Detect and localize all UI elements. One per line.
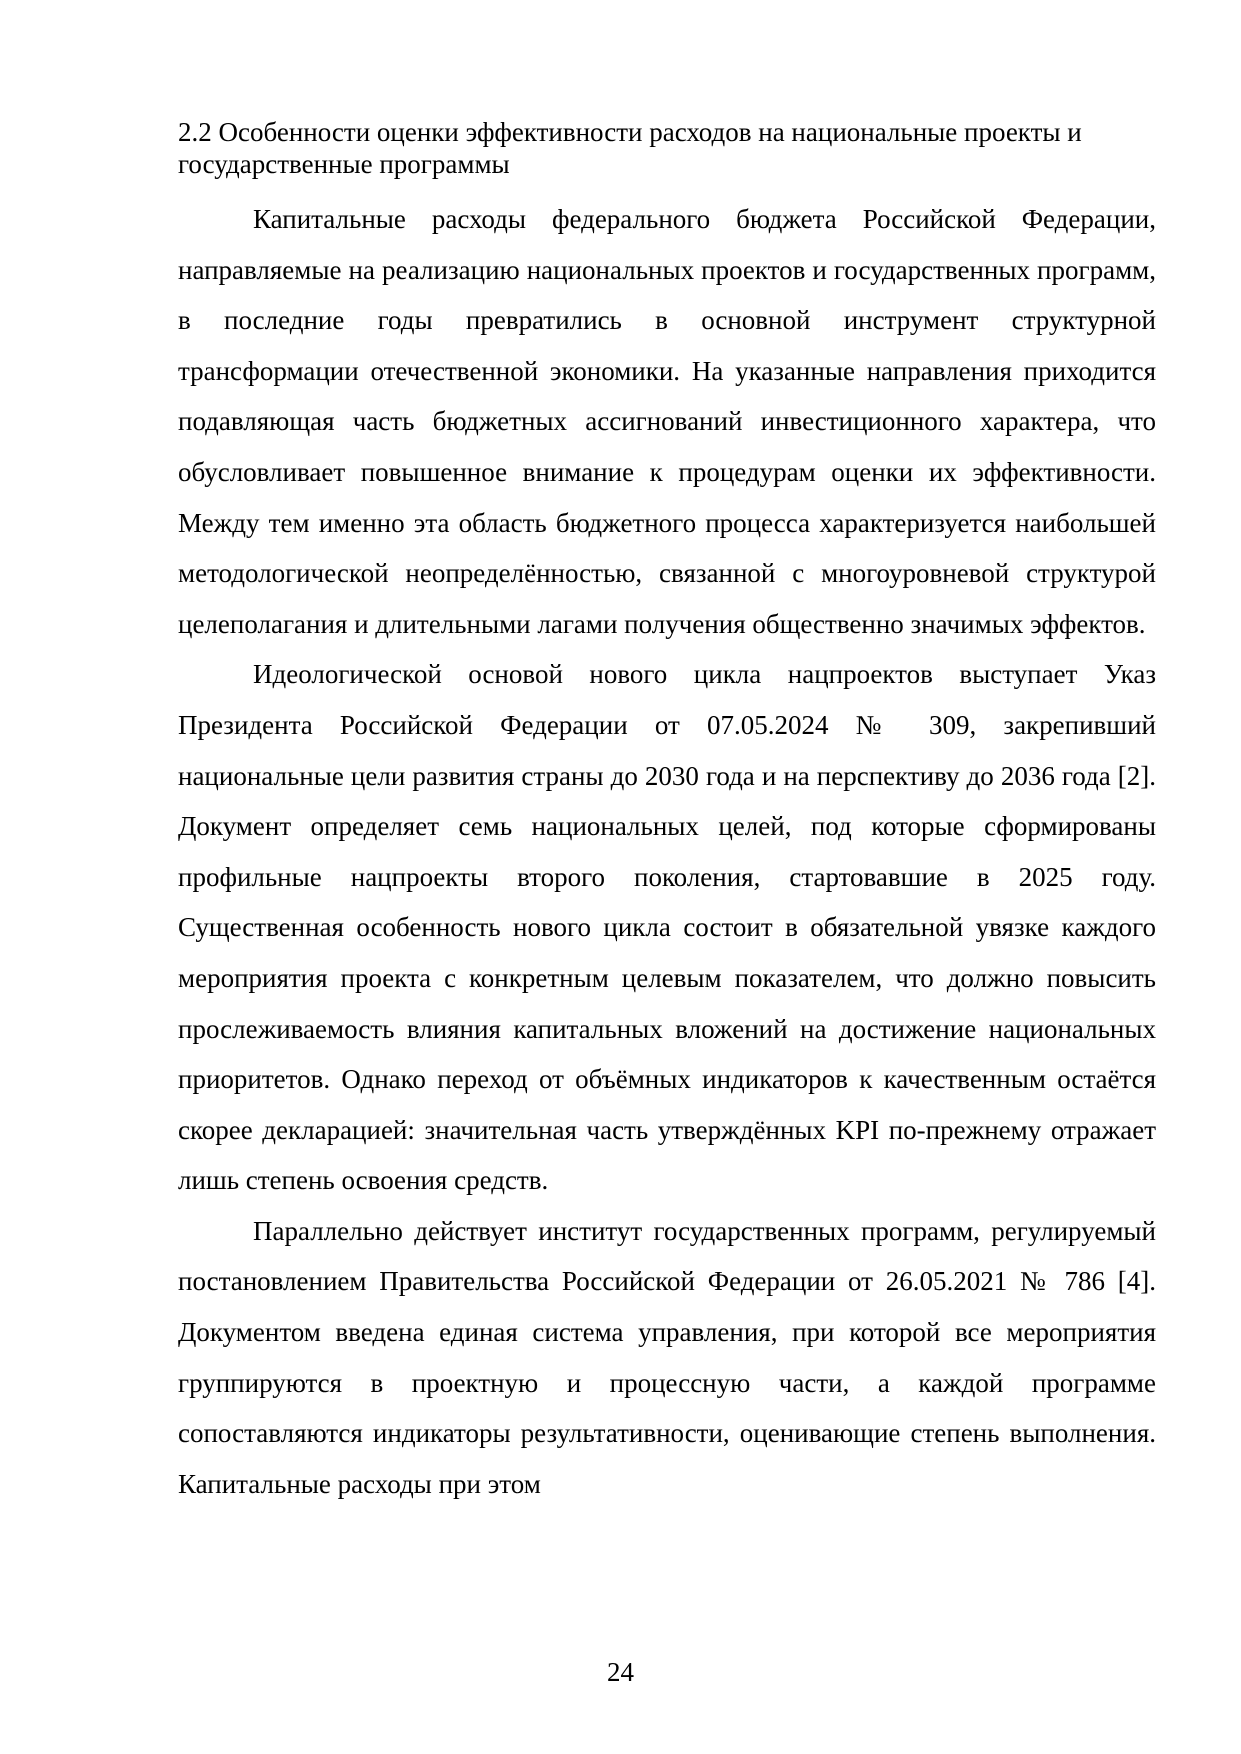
- paragraph-2: Идеологической основой нового цикла нацпроектов выступает Указ Президента Российской Федерации от 07.05.2024 № 309, закрепивший национальные цели развития страны до 2030 года и на перспективу до 2036 года [2]. Документ определяет семь национальных целей, под которые сформированы профильные нацпроекты второго поколения, стартовавшие в 2025 году. Существенная особенность нового цикла состоит в обязательной увязке каждого мероприятия проекта с конкретным целевым показателем, что должно повысить прослеживаемость влияния капитальных вложений на достижение национальных приоритетов. Однако переход от объёмных индикаторов к качественным остаётся скорее декларацией: значительная часть утверждённых KPI по-прежнему отражает лишь степень освоения средств.: [178, 659, 1156, 1196]
- paragraph-1: Капитальные расходы федерального бюджета Российской Федерации, направляемые на реализацию национальных проектов и государственных программ, в последние годы превратились в основной инструмент структурной трансформации отечественной экономики. На указанные направления приходится подавляющая часть бюджетных ассигнований инвестиционного характера, что обусловливает повышенное внимание к процедурам оценки их эффективности. Между тем именно эта область бюджетного процесса характеризуется наибольшей методологической неопределённостью, связанной с многоуровневой структурой целеполагания и длительными лагами получения общественно значимых эффектов.: [178, 204, 1156, 639]
- page-content: [178, 116, 1156, 1509]
- paragraph-3: Параллельно действует институт государственных программ, регулируемый постановлением Правительства Российской Федерации от 26.05.2021 № 786 [4]. Документом введена единая система управления, при которой все мероприятия группируются в проектную и процессную части, а каждой программе сопоставляются индикаторы результативности, оценивающие степень выполнения. Капитальные расходы при этом: [178, 1215, 1156, 1499]
- section-heading: 2.2 Особенности оценки эффективности расходов на национальные проекты и государственные программы: [178, 117, 1082, 179]
- page-number: 24: [607, 1657, 634, 1687]
